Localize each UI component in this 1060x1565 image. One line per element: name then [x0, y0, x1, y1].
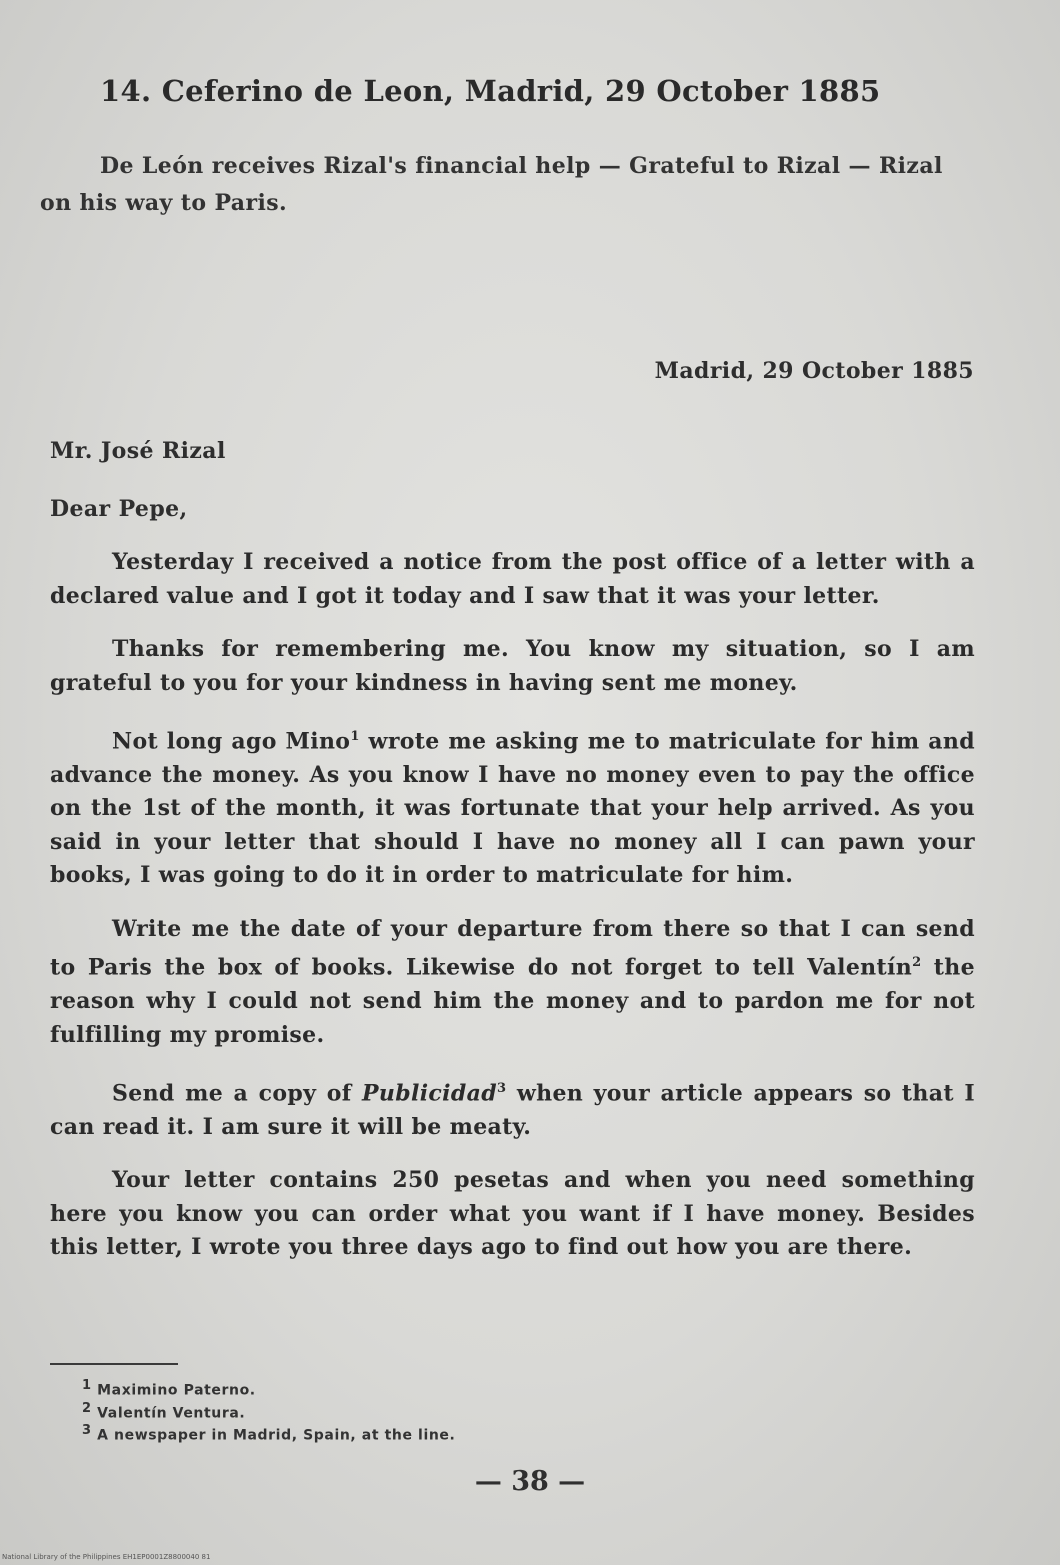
footnote-text: A newspaper in Madrid, Spain, at the line.: [97, 1427, 456, 1444]
footnote-3: [82, 1422, 782, 1445]
letter-addressee: Mr. José Rizal: [50, 438, 226, 464]
paragraph-3-start: Not long ago Mino: [112, 728, 351, 755]
paragraph-5: [50, 1072, 975, 1144]
paragraph-4-start: Write me the date of your departure from there so that I can send to Paris the box of books. Likewise do not forget to tell Valentín: [50, 915, 975, 981]
footnote-1: [82, 1377, 782, 1400]
paragraph-4: [50, 913, 975, 1052]
footnote-mark: 2: [82, 1400, 92, 1416]
footnotes: [82, 1377, 782, 1445]
letter-body: [50, 546, 975, 1285]
paragraph-5-rest: when your article appears so that I can read it. I am sure it will be meaty.: [50, 1080, 975, 1140]
page-number: — 38 —: [474, 1466, 586, 1497]
letter-summary: De León receives Rizal's financial help — Grateful to Rizal — Rizal on his way to Paris.: [40, 153, 943, 216]
footnote-mark: 3: [82, 1423, 92, 1439]
footnote-mark: 1: [82, 1378, 92, 1393]
paragraph-3: [50, 720, 975, 893]
letter-dateline: Madrid, 29 October 1885: [654, 358, 974, 384]
paragraph-4-rest: the reason why I could not send him the money and to pardon me for not fulfilling my promise.: [50, 954, 975, 1048]
footnote-2: [82, 1400, 782, 1423]
paragraph-5-start: Send me a copy of: [112, 1080, 363, 1107]
archive-watermark: National Library of the Philippines EH1EP0001Z8800040 81: [2, 1553, 211, 1561]
footnote-divider: [50, 1363, 178, 1365]
paragraph-2: Thanks for remembering me. You know my situation, so I am grateful to you for your kindness in having sent me money.: [50, 636, 975, 696]
footnote-text: Maximino Paterno.: [97, 1382, 256, 1399]
paragraph-3-rest: wrote me asking me to matriculate for him and advance the money. As you know I have no money even to pay the office on the 1st of the month, it was fortunate that your help arrived. As you said in your letter that should I have no money all I can pawn your books, I was going to do it in order to matriculate for him.: [50, 728, 975, 889]
letter-heading: 14. Ceferino de Leon, Madrid, 29 October 1885: [100, 74, 881, 108]
footnote-ref-3: 3: [496, 1081, 507, 1097]
publication-title: Publicidad: [362, 1080, 497, 1107]
paragraph-6: Your letter contains 250 pesetas and when you need something here you know you can order what you want if I have money. Besides this letter, I wrote you three days ago to find out how you are there.: [50, 1167, 975, 1261]
footnote-ref-1: 1: [350, 729, 360, 744]
letter-salutation: Dear Pepe,: [50, 496, 188, 522]
footnote-ref-2: 2: [912, 955, 922, 971]
paragraph-1: Yesterday I received a notice from the post office of a letter with a declared value and I got it today and I saw that it was your letter.: [50, 549, 975, 609]
footnote-text: Valentín Ventura.: [97, 1405, 246, 1422]
